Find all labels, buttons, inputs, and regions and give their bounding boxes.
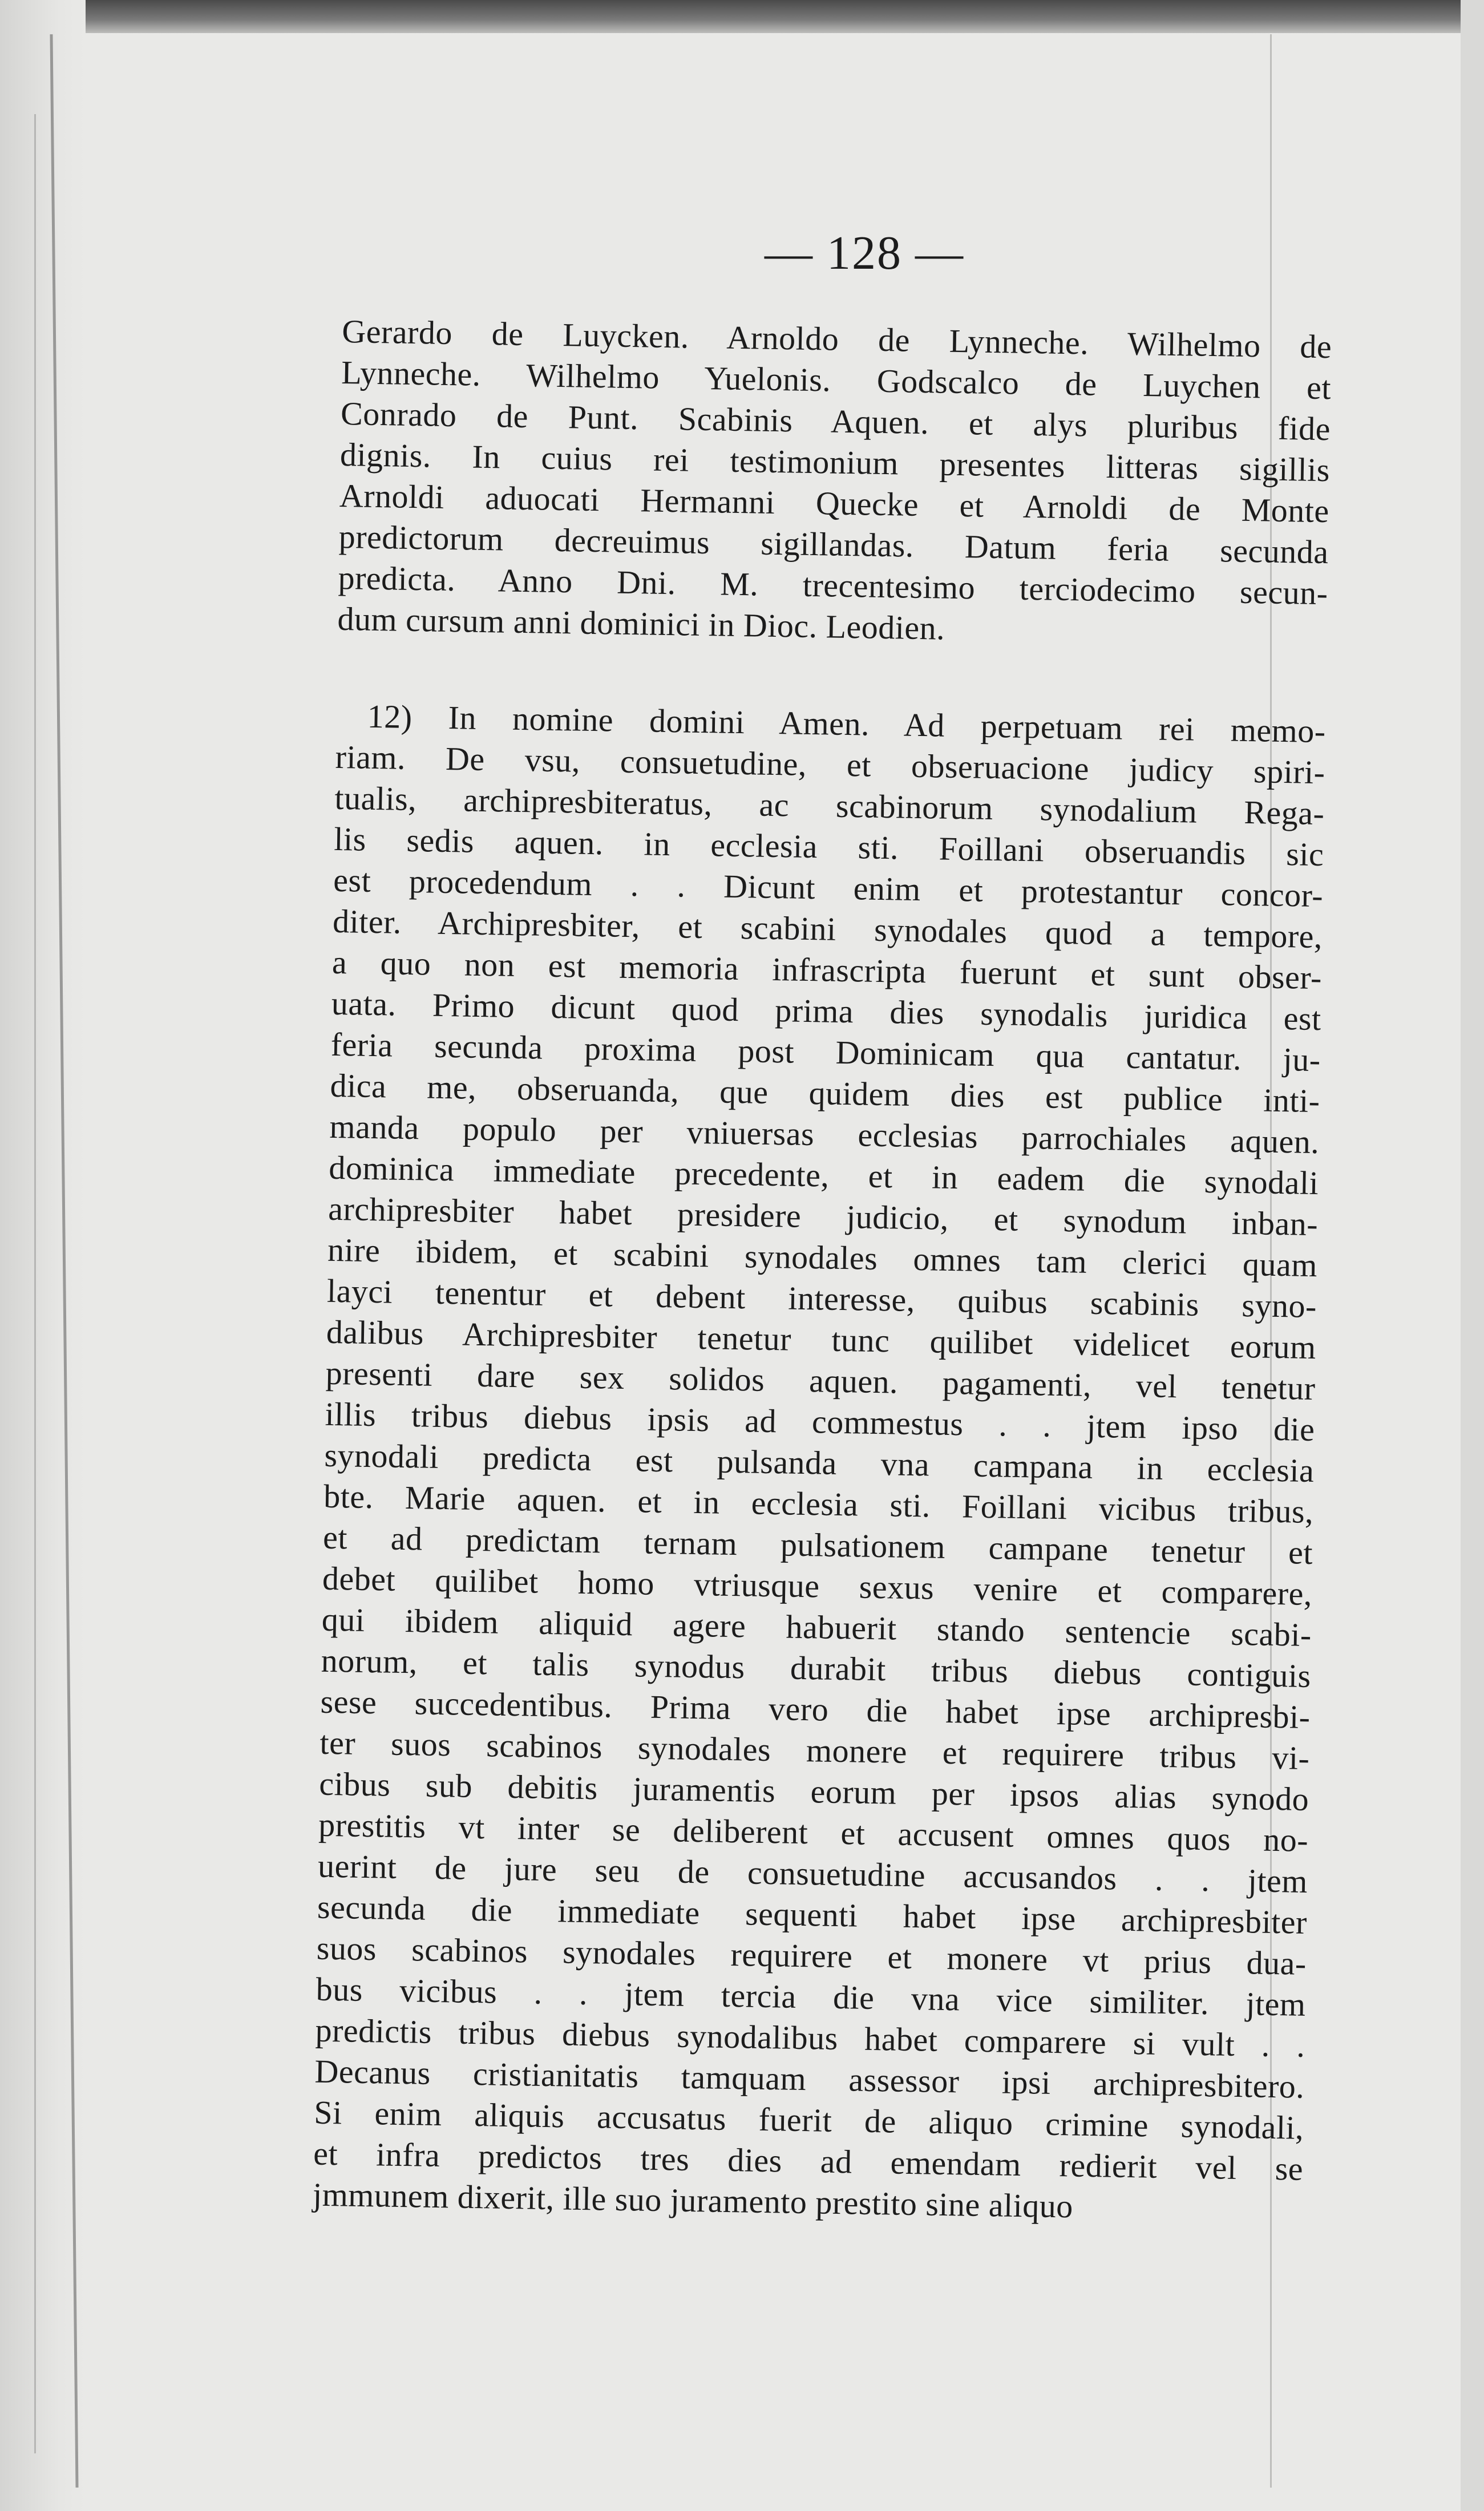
text-line: Lynneche. Wilhelmo Yuelonis. Godscalco de Luychen et <box>341 353 1332 407</box>
binding-edge-line <box>34 114 36 2453</box>
text-line: debet quilibet homo vtriusque sexus venire et comparere, <box>322 1559 1313 1612</box>
text-line: Decanus cristianitatis tamquam assessor ipsi archipresbitero. <box>314 2052 1305 2105</box>
text-line: norum, et talis synodus durabit tribus diebus contiguis <box>321 1641 1312 1695</box>
text-line: diter. Archipresbiter, et scabini synodales quod a tempore, <box>332 902 1323 956</box>
text-line: Arnoldi aduocati Hermanni Quecke et Arnoldi de Monte <box>339 476 1330 530</box>
text-line: feria secunda proxima post Dominicam qua cantatur. ju- <box>330 1025 1321 1079</box>
text-line: manda populo per vniuersas ecclesias parrochiales aquen. <box>329 1107 1320 1161</box>
text-line: sese succedentibus. Prima vero die habet ipse archipresbi- <box>320 1683 1311 1736</box>
text-line: uata. Primo dicunt quod prima dies synodalis juridica est <box>331 984 1322 1038</box>
text-line: nire ibidem, et scabini synodales omnes tam clerici quam <box>327 1231 1318 1284</box>
text-line: predicta. Anno Dni. M. trecentesimo terciodecimo secun- <box>338 559 1328 612</box>
text-line: riam. De vsu, consuetudine, et obseruacione judicy spiri- <box>335 738 1326 791</box>
page-number: — 128 — <box>765 227 964 280</box>
text-line: dominica immediate precedente, et in eadem die synodali <box>328 1149 1319 1202</box>
text-line: predictorum decreuimus sigillandas. Datum feria secunda <box>338 517 1329 571</box>
text-line: jmmunem dixerit, ille suo juramento prestito sine aliquo <box>312 2176 1074 2225</box>
scan-right-edge <box>1461 0 1484 2511</box>
text-line: dalibus Archipresbiter tenetur tunc quilibet videlicet eorum <box>326 1313 1317 1366</box>
text-line: layci tenentur et debent interesse, quibus scabinis syno- <box>326 1272 1317 1325</box>
text-line: cibus sub debitis juramentis eorum per ipsos alias synodo <box>318 1765 1309 1818</box>
text-line: secunda die immediate sequenti habet ipse archipresbiter <box>317 1888 1308 1941</box>
text-line: qui ibidem aliquid agere habuerit stando sentencie scabi- <box>321 1600 1312 1653</box>
text-line: illis tribus diebus ipsis ad commestus . . jtem ipso die <box>325 1395 1315 1449</box>
text-line: archipresbiter habet presidere judicio, et synodum inban- <box>327 1190 1319 1243</box>
text-line: bte. Marie aquen. et in ecclesia sti. Foillani vicibus tribus, <box>323 1477 1314 1530</box>
text-line: bus vicibus . . jtem tercia die vna vice similiter. jtem <box>316 1970 1307 2023</box>
text-line: suos scabinos synodales requirere et monere vt prius dua- <box>316 1929 1307 1982</box>
text-line: dica me, obseruanda, que quidem dies est publice inti- <box>330 1066 1320 1120</box>
text-line: lis sedis aquen. in ecclesia sti. Foillani obseruandis sic <box>333 820 1324 874</box>
paragraph-12-synodal-procedure <box>313 696 1327 2231</box>
text-line: prestitis vt inter se deliberent et accusent omnes quos no- <box>318 1806 1309 1859</box>
text-line: uerint de jure seu de consuetudine accusandos . . jtem <box>317 1847 1308 1900</box>
text-line: et ad predictam ternam pulsationem campane tenetur et <box>322 1518 1313 1571</box>
document-body <box>313 311 1332 2231</box>
paragraph-closing-witnesses <box>337 311 1332 655</box>
text-line: presenti dare sex solidos aquen. pagamenti, vel tenetur <box>325 1354 1316 1408</box>
text-line: synodali predicta est pulsanda vna campana in ecclesia <box>324 1436 1315 1490</box>
text-line: dum cursum anni dominici in Dioc. Leodien. <box>337 600 945 647</box>
scan-top-edge <box>0 0 1484 33</box>
text-line: Conrado de Punt. Scabinis Aquen. et alys pluribus fide <box>340 394 1331 448</box>
text-line: Gerardo de Luycken. Arnoldo de Lynneche. Wilhelmo de <box>341 312 1332 366</box>
text-line: dignis. In cuius rei testimonium presentes litteras sigillis <box>339 435 1331 489</box>
text-line: ter suos scabinos synodales monere et requirere tribus vi- <box>320 1724 1310 1777</box>
text-line: tualis, archipresbiteratus, ac scabinorum synodalium Rega- <box>334 779 1325 832</box>
text-line: a quo non est memoria infrascripta fuerunt et sunt obser- <box>331 943 1323 997</box>
text-line: et infra predictos tres dies ad emendam redierit vel se <box>313 2134 1304 2187</box>
text-line: est procedendum . . Dicunt enim et protestantur concor- <box>333 861 1324 915</box>
text-line: predictis tribus diebus synodalibus habet comparere si vult . . <box>315 2011 1305 2064</box>
text-line: Si enim aliquis accusatus fuerit de aliquo crimine synodali, <box>313 2093 1304 2146</box>
text-line: 12) In nomine domini Amen. Ad perpetuam rei memo- <box>367 697 1327 750</box>
